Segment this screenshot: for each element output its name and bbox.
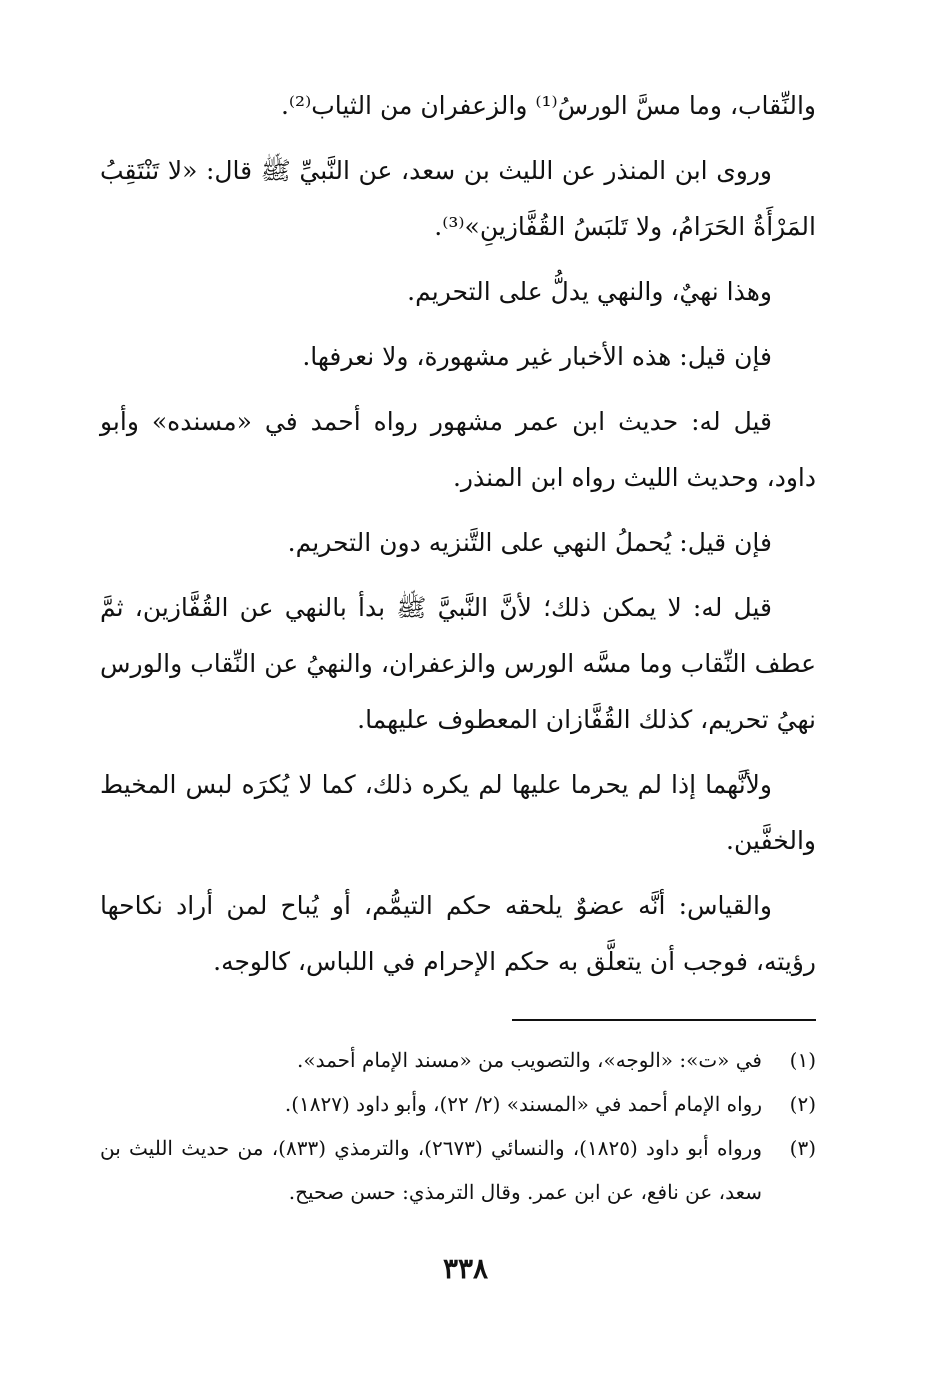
footnote-number: (٢) bbox=[789, 1092, 816, 1116]
paragraph: والنِّقاب، وما مسَّ الورسُ⁽¹⁾ والزعفران من الثياب⁽²⁾. bbox=[280, 91, 816, 120]
footnotes bbox=[100, 1038, 816, 1214]
paragraph: وروى ابن المنذر عن الليث بن سعد، عن النَّبيِّ ﷺ قال: «لا تَنْتَقِبُ المَرْأَةُ الحَرَامُ، ولا تَلبَسُ القُفَّازينِ»⁽³⁾. bbox=[100, 156, 816, 241]
paragraph: فإن قيل: هذه الأخبار غير مشهورة، ولا نعرفها. bbox=[302, 342, 772, 371]
paragraph: وهذا نهيٌ، والنهي يدلُّ على التحريم. bbox=[407, 277, 772, 306]
paragraph: ولأنَّهما إذا لم يحرما عليها لم يكره ذلك، كما لا يُكرَه لبس المخيط والخفَّين. bbox=[100, 770, 816, 855]
main-text bbox=[100, 78, 816, 999]
footnote-text: رواه الإمام أحمد في «المسند» (٢/ ٢٢)، وأبو داود (١٨٢٧). bbox=[284, 1092, 762, 1116]
footnote-text: ورواه أبو داود (١٨٢٥)، والنسائي (٢٦٧٣)، والترمذي (٨٣٣)، من حديث الليث بن سعد، عن نافع، عن ابن عمر. وقال الترمذي: حسن صحيح. bbox=[100, 1136, 762, 1204]
paragraph: فإن قيل: يُحملُ النهي على التَّنزيه دون التحريم. bbox=[287, 528, 772, 557]
footnote-separator bbox=[512, 1019, 816, 1021]
footnote bbox=[100, 1038, 816, 1082]
footnote bbox=[100, 1082, 816, 1126]
footnote bbox=[100, 1126, 816, 1214]
footnote-number: (٣) bbox=[789, 1136, 816, 1160]
paragraph: قيل له: لا يمكن ذلك؛ لأنَّ النَّبيَّ ﷺ بدأ بالنهي عن القُفَّازين، ثمَّ عطف النِّقاب وما مسَّه الورس والزعفران، والنهيُ عن النِّقاب والورس نهيُ تحريم، كذلك القُفَّازان المعطوف عليهما. bbox=[100, 593, 816, 734]
paragraph: والقياس: أنَّه عضوٌ يلحقه حكم التيمُّم، أو يُباح لمن أراد نكاحها رؤيته، فوجب أن يتعلَّق به حكم الإحرام في اللباس، كالوجه. bbox=[100, 891, 816, 976]
footnote-number: (١) bbox=[789, 1048, 816, 1072]
paragraph: قيل له: حديث ابن عمر مشهور رواه أحمد في «مسنده» وأبو داود، وحديث الليث رواه ابن المنذر. bbox=[100, 407, 816, 492]
footnote-text: في «ت»: «الوجه»، والتصويب من «مسند الإمام أحمد». bbox=[297, 1048, 762, 1072]
page-number: ٣٣٨ bbox=[442, 1252, 489, 1285]
